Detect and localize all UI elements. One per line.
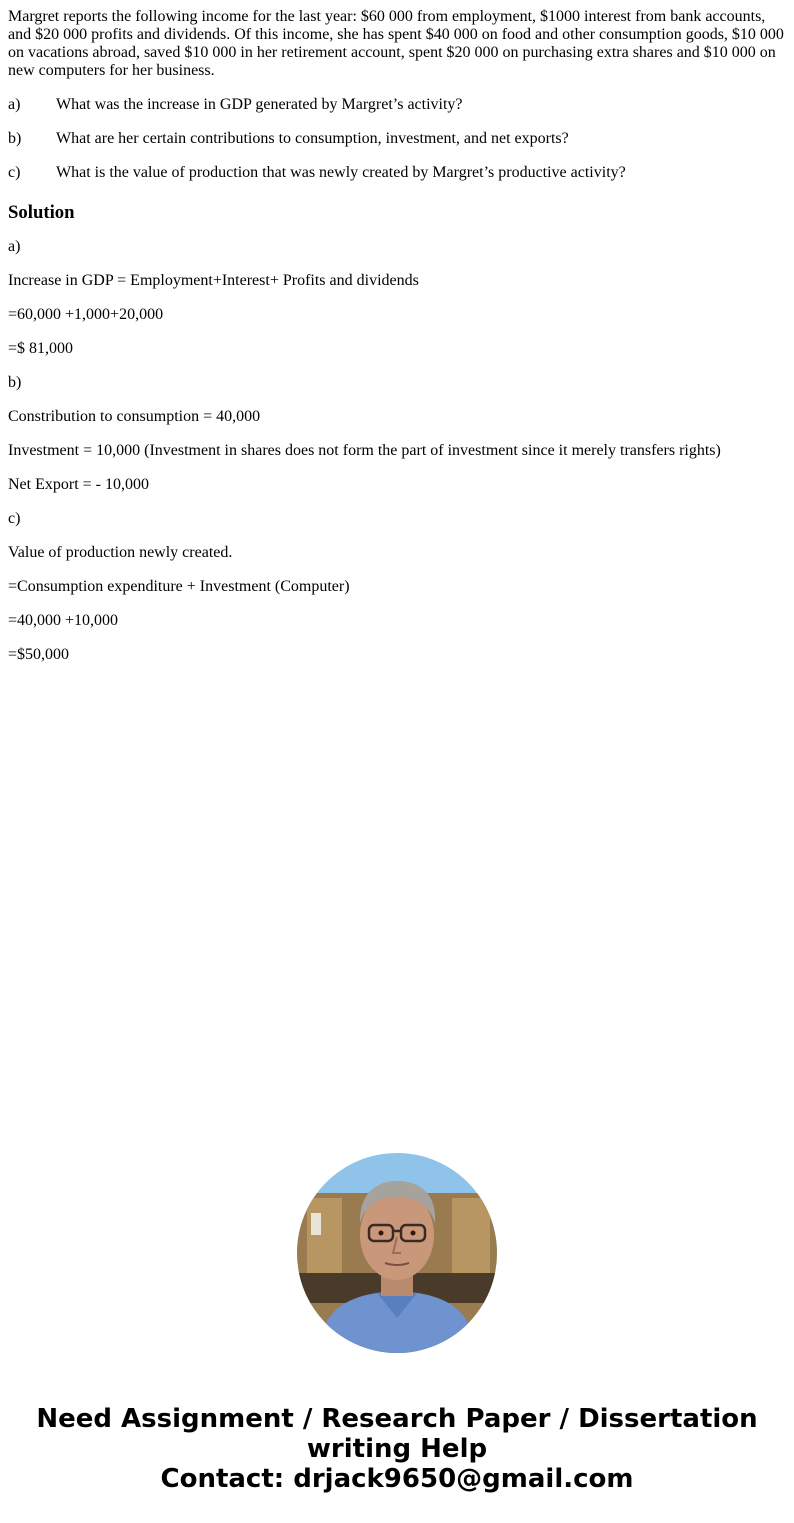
solution-line: Net Export = - 10,000 bbox=[8, 476, 149, 493]
solution-line: =Consumption expenditure + Investment (Computer) bbox=[8, 578, 350, 595]
promo-contact: Contact: drjack9650@gmail.com bbox=[160, 1464, 634, 1494]
solution-line: Investment = 10,000 (Investment in shares does not form the part of investment since it merely transfers rights) bbox=[8, 442, 721, 459]
solution-line: Constribution to consumption = 40,000 bbox=[8, 408, 261, 425]
part-letter: a) bbox=[8, 96, 21, 113]
part-letter: c) bbox=[8, 164, 21, 181]
part-text: What was the increase in GDP generated by Margret’s activity? bbox=[56, 96, 463, 113]
part-letter: b) bbox=[8, 130, 22, 147]
solution-line: Increase in GDP = Employment+Interest+ Profits and dividends bbox=[8, 272, 419, 289]
solution-line: =$ 81,000 bbox=[8, 340, 74, 357]
solution-line: =40,000 +10,000 bbox=[8, 612, 119, 629]
part-text: What is the value of production that was newly created by Margret’s productive activity? bbox=[56, 164, 626, 181]
solution-line: =60,000 +1,000+20,000 bbox=[8, 306, 164, 323]
solution-heading: Solution bbox=[8, 202, 75, 223]
promo-line: writing Help bbox=[306, 1434, 488, 1464]
part-text: What are her certain contributions to consumption, investment, and net exports? bbox=[56, 130, 569, 147]
avatar bbox=[297, 1153, 497, 1353]
person-photo-icon bbox=[297, 1153, 497, 1353]
question-part-c bbox=[8, 164, 786, 182]
promo-banner bbox=[0, 1404, 794, 1494]
solution-line: c) bbox=[8, 510, 21, 527]
document-content bbox=[8, 8, 786, 680]
solution-line: b) bbox=[8, 374, 22, 391]
promo-line: Need Assignment / Research Paper / Dissertation bbox=[36, 1404, 758, 1434]
solution-line: =$50,000 bbox=[8, 646, 70, 663]
question-part-a bbox=[8, 96, 786, 114]
question-part-b bbox=[8, 130, 786, 148]
question-text: Margret reports the following income for the last year: $60 000 from employment, $1000 interest from bank accounts, and $20 000 profits and dividends. Of this income, she has spent $40 000 on food and other consumption goods, $10 000 on vacations abroad, saved $10 000 in her retirement account, spent $20 000 on purchasing extra shares and $10 000 on new computers for her business. bbox=[8, 8, 784, 79]
solution-line: Value of production newly created. bbox=[8, 544, 233, 561]
solution-line: a) bbox=[8, 238, 21, 255]
